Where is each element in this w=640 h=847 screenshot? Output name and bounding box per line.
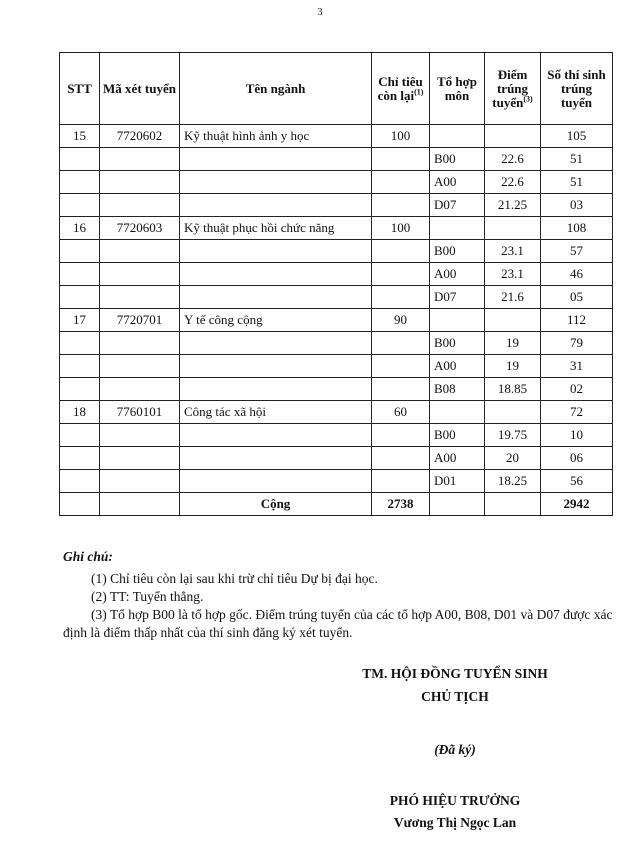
- table-row: [60, 470, 613, 493]
- cell-diem: 21.25: [485, 194, 541, 217]
- cell-to-hop: A00: [430, 263, 485, 286]
- cell-ten-nganh: Công tác xã hội: [180, 401, 372, 424]
- cell-chi-tieu: [372, 286, 430, 309]
- table-row: [60, 217, 613, 240]
- cell-so-thi-sinh: 31: [541, 355, 613, 378]
- cell-so-thi-sinh: 56: [541, 470, 613, 493]
- total-so-thi-sinh: 2942: [541, 493, 613, 516]
- total-empty-diem: [485, 493, 541, 516]
- table-row: [60, 148, 613, 171]
- cell-ten-nganh: [180, 470, 372, 493]
- cell-ma-xet-tuyen: 7720603: [100, 217, 180, 240]
- cell-diem: 22.6: [485, 171, 541, 194]
- signature-org: TM. HỘI ĐỒNG TUYỂN SINH: [362, 666, 548, 681]
- cell-ten-nganh: [180, 194, 372, 217]
- signature-name: Vương Thị Ngọc Lan: [393, 815, 517, 830]
- cell-ma-xet-tuyen: [100, 148, 180, 171]
- cell-stt: 18: [60, 401, 100, 424]
- cell-stt: 17: [60, 309, 100, 332]
- header-chi-tieu-footnote: (1): [414, 87, 424, 97]
- table-row: [60, 378, 613, 401]
- cell-ten-nganh: [180, 148, 372, 171]
- admissions-table: [59, 52, 613, 516]
- cell-ma-xet-tuyen: [100, 194, 180, 217]
- cell-stt: 15: [60, 125, 100, 148]
- cell-so-thi-sinh: 105: [541, 125, 613, 148]
- cell-ten-nganh: [180, 286, 372, 309]
- cell-ma-xet-tuyen: [100, 286, 180, 309]
- cell-so-thi-sinh: 05: [541, 286, 613, 309]
- header-so-thi-sinh: Số thí sinh trúng tuyển: [541, 53, 613, 125]
- table-row: [60, 355, 613, 378]
- cell-to-hop: [430, 401, 485, 424]
- cell-chi-tieu: [372, 470, 430, 493]
- cell-chi-tieu: [372, 447, 430, 470]
- cell-so-thi-sinh: 79: [541, 332, 613, 355]
- cell-diem: 19: [485, 332, 541, 355]
- cell-ma-xet-tuyen: [100, 263, 180, 286]
- total-empty-stt: [60, 493, 100, 516]
- cell-ten-nganh: [180, 424, 372, 447]
- table-row: [60, 447, 613, 470]
- cell-to-hop: A00: [430, 355, 485, 378]
- header-chi-tieu: [372, 53, 430, 125]
- table-row: [60, 125, 613, 148]
- cell-ten-nganh: [180, 447, 372, 470]
- cell-to-hop: B00: [430, 148, 485, 171]
- page-number: 3: [317, 7, 323, 18]
- cell-chi-tieu: [372, 171, 430, 194]
- cell-ten-nganh: [180, 240, 372, 263]
- cell-chi-tieu: [372, 424, 430, 447]
- cell-so-thi-sinh: 72: [541, 401, 613, 424]
- cell-to-hop: B00: [430, 424, 485, 447]
- note-item: (3) Tổ hợp B00 là tổ hợp gốc. Điểm trúng tuyển của các tổ hợp A00, B08, D01 và D07 được xác định là điểm thấp nhất của thí sinh đăng ký xét tuyển.: [63, 607, 613, 640]
- table-header-row: [60, 53, 613, 125]
- cell-to-hop: B00: [430, 240, 485, 263]
- cell-ten-nganh: [180, 355, 372, 378]
- cell-stt: [60, 263, 100, 286]
- cell-chi-tieu: 100: [372, 125, 430, 148]
- cell-ma-xet-tuyen: [100, 447, 180, 470]
- table-row: [60, 240, 613, 263]
- cell-ten-nganh: Y tế công cộng: [180, 309, 372, 332]
- cell-diem: 18.25: [485, 470, 541, 493]
- cell-diem: 19.75: [485, 424, 541, 447]
- signature-role: CHỦ TỊCH: [421, 689, 489, 704]
- cell-ma-xet-tuyen: [100, 171, 180, 194]
- cell-ma-xet-tuyen: [100, 424, 180, 447]
- cell-stt: [60, 286, 100, 309]
- cell-so-thi-sinh: 02: [541, 378, 613, 401]
- cell-ma-xet-tuyen: [100, 355, 180, 378]
- header-ma-xet-tuyen: Mã xét tuyển: [100, 53, 180, 125]
- cell-chi-tieu: 90: [372, 309, 430, 332]
- cell-stt: [60, 355, 100, 378]
- cell-to-hop: [430, 309, 485, 332]
- cell-diem: 21.6: [485, 286, 541, 309]
- cell-ten-nganh: [180, 332, 372, 355]
- cell-to-hop: B08: [430, 378, 485, 401]
- table-row: [60, 332, 613, 355]
- cell-chi-tieu: [372, 263, 430, 286]
- table-row: [60, 424, 613, 447]
- cell-to-hop: [430, 125, 485, 148]
- table-row: [60, 309, 613, 332]
- cell-chi-tieu: [372, 148, 430, 171]
- cell-diem: [485, 125, 541, 148]
- table-total-row: [60, 493, 613, 516]
- notes-section: [63, 548, 613, 642]
- cell-stt: 16: [60, 217, 100, 240]
- cell-to-hop: D07: [430, 286, 485, 309]
- cell-to-hop: D07: [430, 194, 485, 217]
- cell-chi-tieu: [372, 378, 430, 401]
- cell-stt: [60, 378, 100, 401]
- cell-to-hop: B00: [430, 332, 485, 355]
- cell-stt: [60, 447, 100, 470]
- cell-ma-xet-tuyen: [100, 332, 180, 355]
- cell-stt: [60, 332, 100, 355]
- cell-ma-xet-tuyen: 7720701: [100, 309, 180, 332]
- notes-title: Ghi chú:: [63, 549, 113, 564]
- table-row: [60, 194, 613, 217]
- cell-ten-nganh: Kỹ thuật hình ảnh y học: [180, 125, 372, 148]
- cell-so-thi-sinh: 112: [541, 309, 613, 332]
- cell-so-thi-sinh: 03: [541, 194, 613, 217]
- header-diem: [485, 53, 541, 125]
- cell-stt: [60, 424, 100, 447]
- cell-diem: 23.1: [485, 263, 541, 286]
- cell-ten-nganh: [180, 171, 372, 194]
- cell-diem: 18.85: [485, 378, 541, 401]
- table-row: [60, 286, 613, 309]
- cell-to-hop: D01: [430, 470, 485, 493]
- cell-chi-tieu: [372, 194, 430, 217]
- header-to-hop: Tổ hợp môn: [430, 53, 485, 125]
- header-diem-label: Điểm trúng tuyển: [492, 66, 529, 110]
- signature-title: PHÓ HIỆU TRƯỞNG: [389, 793, 521, 808]
- cell-to-hop: A00: [430, 447, 485, 470]
- cell-diem: 19: [485, 355, 541, 378]
- table-row: [60, 263, 613, 286]
- cell-chi-tieu: 100: [372, 217, 430, 240]
- cell-so-thi-sinh: 108: [541, 217, 613, 240]
- cell-stt: [60, 171, 100, 194]
- cell-diem: 20: [485, 447, 541, 470]
- header-ten-nganh: Tên ngành: [180, 53, 372, 125]
- cell-so-thi-sinh: 51: [541, 171, 613, 194]
- cell-diem: 23.1: [485, 240, 541, 263]
- cell-chi-tieu: 60: [372, 401, 430, 424]
- table-body: [60, 125, 613, 493]
- total-label: Cộng: [180, 493, 372, 516]
- cell-diem: 22.6: [485, 148, 541, 171]
- cell-so-thi-sinh: 57: [541, 240, 613, 263]
- cell-ma-xet-tuyen: 7720602: [100, 125, 180, 148]
- cell-ma-xet-tuyen: [100, 470, 180, 493]
- cell-ten-nganh: [180, 263, 372, 286]
- cell-chi-tieu: [372, 332, 430, 355]
- header-diem-footnote: (3): [523, 94, 533, 104]
- cell-diem: [485, 401, 541, 424]
- cell-chi-tieu: [372, 355, 430, 378]
- cell-diem: [485, 309, 541, 332]
- note-item: (1) Chỉ tiêu còn lại sau khi trừ chỉ tiêu Dự bị đại học.: [91, 571, 378, 586]
- cell-ma-xet-tuyen: 7760101: [100, 401, 180, 424]
- cell-to-hop: [430, 217, 485, 240]
- cell-diem: [485, 217, 541, 240]
- header-stt: STT: [60, 53, 100, 125]
- cell-stt: [60, 470, 100, 493]
- cell-ten-nganh: [180, 378, 372, 401]
- cell-so-thi-sinh: 46: [541, 263, 613, 286]
- note-item: (2) TT: Tuyển thẳng.: [91, 589, 204, 604]
- cell-stt: [60, 240, 100, 263]
- cell-stt: [60, 148, 100, 171]
- cell-to-hop: A00: [430, 171, 485, 194]
- cell-chi-tieu: [372, 240, 430, 263]
- cell-ma-xet-tuyen: [100, 378, 180, 401]
- total-empty-ma: [100, 493, 180, 516]
- signature-signed: (Đã ký): [434, 742, 476, 757]
- table-row: [60, 401, 613, 424]
- cell-ma-xet-tuyen: [100, 240, 180, 263]
- cell-so-thi-sinh: 06: [541, 447, 613, 470]
- cell-stt: [60, 194, 100, 217]
- total-empty-to-hop: [430, 493, 485, 516]
- cell-ten-nganh: Kỹ thuật phục hồi chức năng: [180, 217, 372, 240]
- cell-so-thi-sinh: 10: [541, 424, 613, 447]
- table-row: [60, 171, 613, 194]
- total-chi-tieu: 2738: [372, 493, 430, 516]
- cell-so-thi-sinh: 51: [541, 148, 613, 171]
- header-chi-tieu-label: Chỉ tiêu còn lại: [377, 73, 423, 103]
